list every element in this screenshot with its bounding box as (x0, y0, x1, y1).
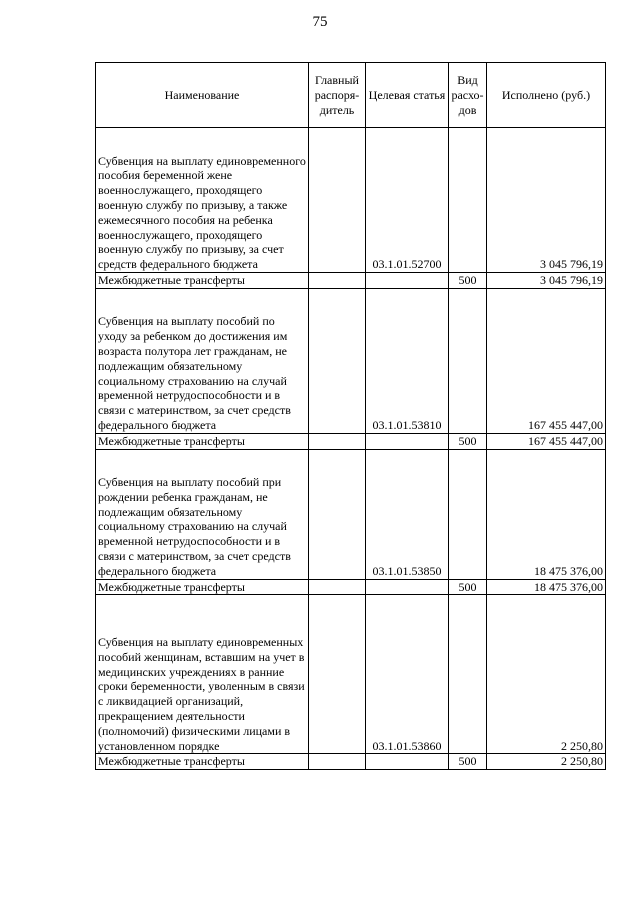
row-amount: 2 250,80 (487, 595, 606, 754)
row-code: 03.1.01.52700 (366, 128, 449, 273)
row-code: 03.1.01.53810 (366, 288, 449, 433)
header-amount: Исполнено (руб.) (487, 63, 606, 128)
row-amount: 3 045 796,19 (487, 128, 606, 273)
row-admin (309, 449, 366, 579)
row-amount: 167 455 447,00 (487, 433, 606, 449)
table-row (96, 595, 606, 754)
row-type (449, 595, 487, 754)
table-row (96, 128, 606, 273)
table-row (96, 449, 606, 579)
row-type (449, 128, 487, 273)
row-code: 03.1.01.53850 (366, 449, 449, 579)
budget-table (95, 62, 606, 770)
row-code: 03.1.01.53860 (366, 595, 449, 754)
row-amount: 167 455 447,00 (487, 288, 606, 433)
row-code (366, 579, 449, 595)
table-row (96, 288, 606, 433)
page-number: 75 (312, 14, 328, 30)
row-name: Межбюджетные трансферты (96, 754, 309, 770)
row-code (366, 433, 449, 449)
row-amount: 2 250,80 (487, 754, 606, 770)
row-name: Субвенция на выплату пособий при рождении ребенка гражданам, не подлежащим обязательному социальному страхованию на случай временной нетрудоспособности и в связи с материнством, за счет средств федерального бюджета (96, 449, 309, 579)
row-name: Межбюджетные трансферты (96, 273, 309, 289)
row-name: Межбюджетные трансферты (96, 579, 309, 595)
header-name: Наименование (96, 63, 309, 128)
table-row (96, 433, 606, 449)
table-row (96, 273, 606, 289)
row-type: 500 (449, 754, 487, 770)
row-type: 500 (449, 273, 487, 289)
row-admin (309, 433, 366, 449)
row-code (366, 754, 449, 770)
table-row (96, 754, 606, 770)
row-type (449, 449, 487, 579)
row-admin (309, 579, 366, 595)
row-amount: 18 475 376,00 (487, 449, 606, 579)
row-type (449, 288, 487, 433)
row-admin (309, 128, 366, 273)
row-name: Субвенция на выплату пособий по уходу за ребенком до достижения им возраста полутора лет гражданам, не подлежащим обязательному социальному страхованию на случай временной нетрудоспособности и в связи с материнством, за счет средств федерального бюджета (96, 288, 309, 433)
row-admin (309, 595, 366, 754)
row-admin (309, 288, 366, 433)
header-type: Вид расхо-дов (449, 63, 487, 128)
row-amount: 3 045 796,19 (487, 273, 606, 289)
header-admin: Главный распоря-дитель (309, 63, 366, 128)
row-name: Межбюджетные трансферты (96, 433, 309, 449)
row-name: Субвенция на выплату единовременного пособия беременной жене военнослужащего, проходящего военную службу по призыву, а также ежемесячного пособия на ребенка военнослужащего, проходящего военную службу по призыву, за счет средств федерального бюджета (96, 128, 309, 273)
row-name: Субвенция на выплату единовременных пособий женщинам, вставшим на учет в медицинских учреждениях в ранние сроки беременности, уволенным в связи с ликвидацией организаций, прекращением деятельности (полномочий) физическими лицами в установленном порядке (96, 595, 309, 754)
row-admin (309, 754, 366, 770)
row-code (366, 273, 449, 289)
table-row (96, 579, 606, 595)
table-header-row (96, 63, 606, 128)
row-type: 500 (449, 579, 487, 595)
row-type: 500 (449, 433, 487, 449)
row-admin (309, 273, 366, 289)
row-amount: 18 475 376,00 (487, 579, 606, 595)
header-code: Целевая статья (366, 63, 449, 128)
